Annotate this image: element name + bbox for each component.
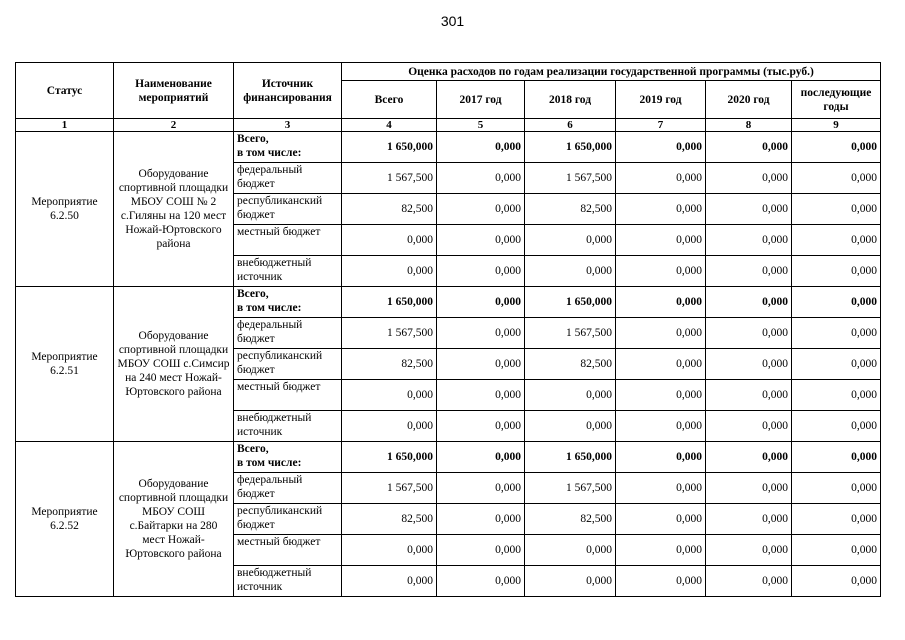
amount-cell: 0,000 [706, 535, 792, 566]
amount-cell: 0,000 [616, 163, 706, 194]
header-2017: 2017 год [437, 81, 525, 119]
amount-cell: 0,000 [616, 287, 706, 318]
header-name: Наименование мероприятий [114, 63, 234, 119]
amount-cell: 0,000 [792, 535, 881, 566]
amount-cell: 0,000 [616, 566, 706, 597]
amount-cell: 0,000 [706, 318, 792, 349]
funding-source: Всего, в том числе: [234, 442, 342, 473]
amount-cell: 0,000 [616, 349, 706, 380]
column-number: 9 [792, 119, 881, 132]
amount-cell: 0,000 [706, 287, 792, 318]
amount-cell: 82,500 [342, 194, 437, 225]
amount-cell: 1 650,000 [525, 442, 616, 473]
amount-cell: 0,000 [342, 411, 437, 442]
header-total: Всего [342, 81, 437, 119]
amount-cell: 0,000 [437, 225, 525, 256]
amount-cell: 0,000 [525, 535, 616, 566]
amount-cell: 1 650,000 [342, 442, 437, 473]
amount-cell: 0,000 [342, 256, 437, 287]
amount-cell: 0,000 [525, 566, 616, 597]
amount-cell: 0,000 [792, 194, 881, 225]
amount-cell: 0,000 [525, 225, 616, 256]
budget-table [15, 62, 881, 597]
amount-cell: 1 567,500 [525, 473, 616, 504]
amount-cell: 0,000 [616, 473, 706, 504]
amount-cell: 0,000 [792, 225, 881, 256]
amount-cell: 0,000 [525, 411, 616, 442]
table-row-total [16, 442, 881, 473]
amount-cell: 0,000 [525, 256, 616, 287]
amount-cell: 0,000 [616, 225, 706, 256]
column-number: 7 [616, 119, 706, 132]
funding-source: республиканский бюджет [234, 349, 342, 380]
amount-cell: 82,500 [342, 504, 437, 535]
amount-cell: 0,000 [342, 566, 437, 597]
funding-source: федеральный бюджет [234, 163, 342, 194]
amount-cell: 0,000 [706, 349, 792, 380]
amount-cell: 0,000 [792, 349, 881, 380]
header-status: Статус [16, 63, 114, 119]
amount-cell: 0,000 [706, 194, 792, 225]
column-number: 1 [16, 119, 114, 132]
header-2018: 2018 год [525, 81, 616, 119]
table-row-total [16, 287, 881, 318]
amount-cell: 1 650,000 [342, 132, 437, 163]
amount-cell: 82,500 [525, 504, 616, 535]
amount-cell: 0,000 [342, 535, 437, 566]
amount-cell: 0,000 [437, 318, 525, 349]
amount-cell: 1 567,500 [342, 163, 437, 194]
amount-cell: 0,000 [437, 287, 525, 318]
amount-cell: 0,000 [437, 132, 525, 163]
funding-source: республиканский бюджет [234, 504, 342, 535]
amount-cell: 0,000 [616, 194, 706, 225]
column-number: 2 [114, 119, 234, 132]
amount-cell: 0,000 [437, 442, 525, 473]
page-number: 301 [440, 13, 465, 29]
amount-cell: 0,000 [437, 194, 525, 225]
measure-status: Мероприятие 6.2.50 [16, 132, 114, 287]
funding-source: Всего, в том числе: [234, 132, 342, 163]
budget-table-body [16, 132, 881, 597]
amount-cell: 0,000 [437, 566, 525, 597]
funding-source: республиканский бюджет [234, 194, 342, 225]
amount-cell: 1 650,000 [342, 287, 437, 318]
funding-source: местный бюджет [234, 535, 342, 566]
amount-cell: 1 567,500 [525, 318, 616, 349]
amount-cell: 82,500 [525, 349, 616, 380]
amount-cell: 0,000 [437, 256, 525, 287]
amount-cell: 0,000 [616, 411, 706, 442]
column-number: 4 [342, 119, 437, 132]
amount-cell: 0,000 [437, 349, 525, 380]
amount-cell: 1 650,000 [525, 287, 616, 318]
table-row-total [16, 132, 881, 163]
funding-source: федеральный бюджет [234, 473, 342, 504]
amount-cell: 0,000 [706, 380, 792, 411]
amount-cell: 0,000 [616, 442, 706, 473]
amount-cell: 0,000 [706, 411, 792, 442]
header-2019: 2019 год [616, 81, 706, 119]
amount-cell: 0,000 [342, 380, 437, 411]
column-number: 3 [234, 119, 342, 132]
amount-cell: 0,000 [706, 132, 792, 163]
amount-cell: 0,000 [616, 132, 706, 163]
funding-source: внебюджетный источник [234, 566, 342, 597]
amount-cell: 82,500 [525, 194, 616, 225]
amount-cell: 1 567,500 [342, 318, 437, 349]
funding-source: местный бюджет [234, 380, 342, 411]
amount-cell: 0,000 [437, 535, 525, 566]
header-2020: 2020 год [706, 81, 792, 119]
amount-cell: 0,000 [437, 163, 525, 194]
amount-cell: 0,000 [706, 442, 792, 473]
amount-cell: 0,000 [616, 318, 706, 349]
amount-cell: 0,000 [792, 163, 881, 194]
amount-cell: 0,000 [792, 287, 881, 318]
funding-source: внебюджетный источник [234, 411, 342, 442]
amount-cell: 0,000 [792, 256, 881, 287]
amount-cell: 0,000 [792, 411, 881, 442]
amount-cell: 0,000 [706, 504, 792, 535]
amount-cell: 0,000 [792, 566, 881, 597]
funding-source: внебюджетный источник [234, 256, 342, 287]
measure-name: Оборудование спортивной площадки МБОУ СОШ с.Симсир на 240 мест Ножай-Юртовского района [114, 287, 234, 442]
amount-cell: 0,000 [616, 256, 706, 287]
amount-cell: 0,000 [792, 318, 881, 349]
measure-status: Мероприятие 6.2.51 [16, 287, 114, 442]
amount-cell: 0,000 [342, 225, 437, 256]
amount-cell: 0,000 [792, 504, 881, 535]
amount-cell: 0,000 [706, 473, 792, 504]
funding-source: федеральный бюджет [234, 318, 342, 349]
amount-cell: 0,000 [616, 535, 706, 566]
amount-cell: 1 567,500 [342, 473, 437, 504]
measure-status: Мероприятие 6.2.52 [16, 442, 114, 597]
amount-cell: 0,000 [792, 380, 881, 411]
amount-cell: 0,000 [437, 380, 525, 411]
header-later-years: последующие годы [792, 81, 881, 119]
amount-cell: 0,000 [706, 256, 792, 287]
amount-cell: 82,500 [342, 349, 437, 380]
amount-cell: 0,000 [792, 442, 881, 473]
amount-cell: 0,000 [706, 163, 792, 194]
amount-cell: 1 650,000 [525, 132, 616, 163]
amount-cell: 0,000 [437, 504, 525, 535]
amount-cell: 0,000 [792, 473, 881, 504]
funding-source: местный бюджет [234, 225, 342, 256]
amount-cell: 0,000 [437, 411, 525, 442]
amount-cell: 0,000 [706, 566, 792, 597]
amount-cell: 0,000 [616, 380, 706, 411]
amount-cell: 1 567,500 [525, 163, 616, 194]
measure-name: Оборудование спортивной площадки МБОУ СОШ с.Байтарки на 280 мест Ножай-Юртовского района [114, 442, 234, 597]
amount-cell: 0,000 [437, 473, 525, 504]
column-number: 8 [706, 119, 792, 132]
funding-source: Всего, в том числе: [234, 287, 342, 318]
column-number: 6 [525, 119, 616, 132]
amount-cell: 0,000 [616, 504, 706, 535]
header-source: Источник финансирования [234, 63, 342, 119]
header-estimate: Оценка расходов по годам реализации государственной программы (тыс.руб.) [342, 63, 881, 81]
amount-cell: 0,000 [706, 225, 792, 256]
amount-cell: 0,000 [792, 132, 881, 163]
measure-name: Оборудование спортивной площадки МБОУ СОШ № 2 с.Гиляны на 120 мест Ножай-Юртовского района [114, 132, 234, 287]
amount-cell: 0,000 [525, 380, 616, 411]
column-number: 5 [437, 119, 525, 132]
